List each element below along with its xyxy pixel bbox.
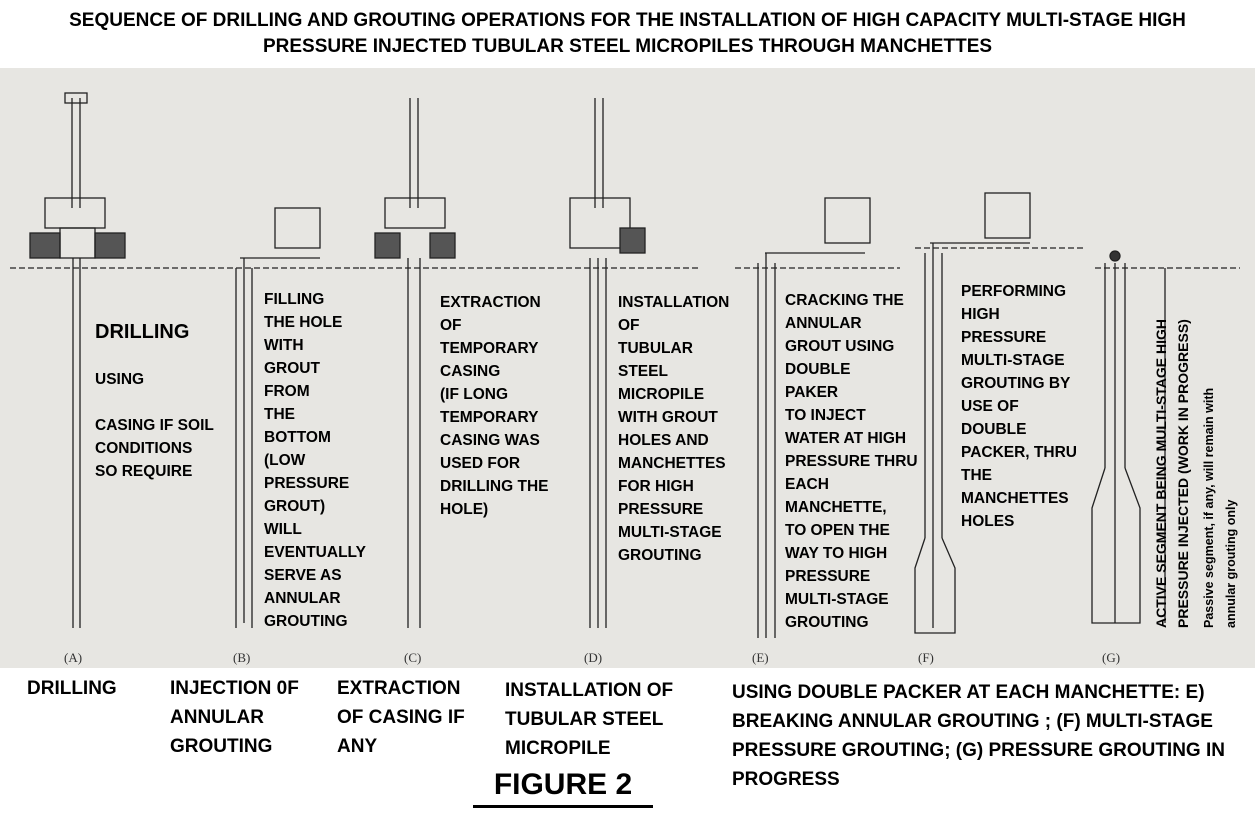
caption-extraction: EXTRACTION OF CASING IF ANY [337,678,465,757]
active-segment-label [1150,319,1194,628]
panel-g-letter: (G) [1102,650,1121,665]
panel-c-letter: (C) [404,650,422,665]
panel-a-letter: (A) [64,650,83,665]
panel-f-text: PERFORMING HIGH PRESSURE MULTI-STAGE GROUTING BY USE OF DOUBLE PACKER, THRU THE MANCHETTES HOLES [961,283,1077,530]
panel-c-text: EXTRACTION OF TEMPORARY CASING (IF LONG TEMPORARY CASING WAS USED FOR DRILLING THE HOLE) [440,294,549,518]
scanned-illustration [0,68,1255,668]
panel-e-letter: (E) [752,650,769,665]
caption-double-packer: USING DOUBLE PACKER AT EACH MANCHETTE: E) BREAKING ANNULAR GROUTING ; (F) MULTI-STAGE PRESSURE GROUTING; (G) PRESSURE GROUTING IN PROGRESS [732,682,1225,790]
active-segment-line-2: PRESSURE INJECTED (WORK IN PROGRESS) [1175,319,1191,628]
panel-a-body: USING CASING IF SOIL CONDITIONS SO REQUIRE [95,371,214,480]
panel-a-heading: DRILLING [95,321,190,343]
panel-d-letter: (D) [584,650,603,665]
caption-injection: INJECTION 0F ANNULAR GROUTING [170,678,299,757]
caption-drilling: DRILLING [27,678,117,699]
active-segment-line-1: ACTIVE SEGMENT BEING MULTI-STAGE HIGH [1153,318,1169,628]
title-line-1: SEQUENCE OF DRILLING AND GROUTING OPERATIONS FOR THE INSTALLATION OF HIGH CAPACITY MULTI-STAGE HIGH [69,10,1186,31]
panel-f-letter: (F) [918,650,934,665]
panel-a-text [95,296,214,506]
panel-d-text: INSTALLATION OF TUBULAR STEEL MICROPILE WITH GROUT HOLES AND MANCHETTES FOR HIGH PRESSURE MULTI-STAGE GROUTING [618,294,730,564]
caption-installation: INSTALLATION OF TUBULAR STEEL MICROPILE [505,680,674,759]
passive-segment-line-1: Passive segment, if any, will remain with [1202,387,1216,628]
passive-segment-label [1198,388,1242,628]
diagram-title [0,8,1255,60]
panel-b-text: FILLING THE HOLE WITH GROUT FROM THE BOTTOM (LOW PRESSURE GROUT) WILL EVENTUALLY SERVE AS ANNULAR GROUTING [264,291,366,630]
title-line-2: PRESSURE INJECTED TUBULAR STEEL MICROPILES THROUGH MANCHETTES [262,36,993,57]
passive-segment-line-2: annular grouting only [1224,499,1238,628]
figure-label: FIGURE 2 [473,765,653,808]
panel-e-text: CRACKING THE ANNULAR GROUT USING DOUBLE PAKER TO INJECT WATER AT HIGH PRESSURE THRU EACH MANCHETTE, TO OPEN THE WAY TO HIGH PRESSURE MULTI-STAGE GROUTING [785,292,918,631]
panel-b-letter: (B) [233,650,251,665]
